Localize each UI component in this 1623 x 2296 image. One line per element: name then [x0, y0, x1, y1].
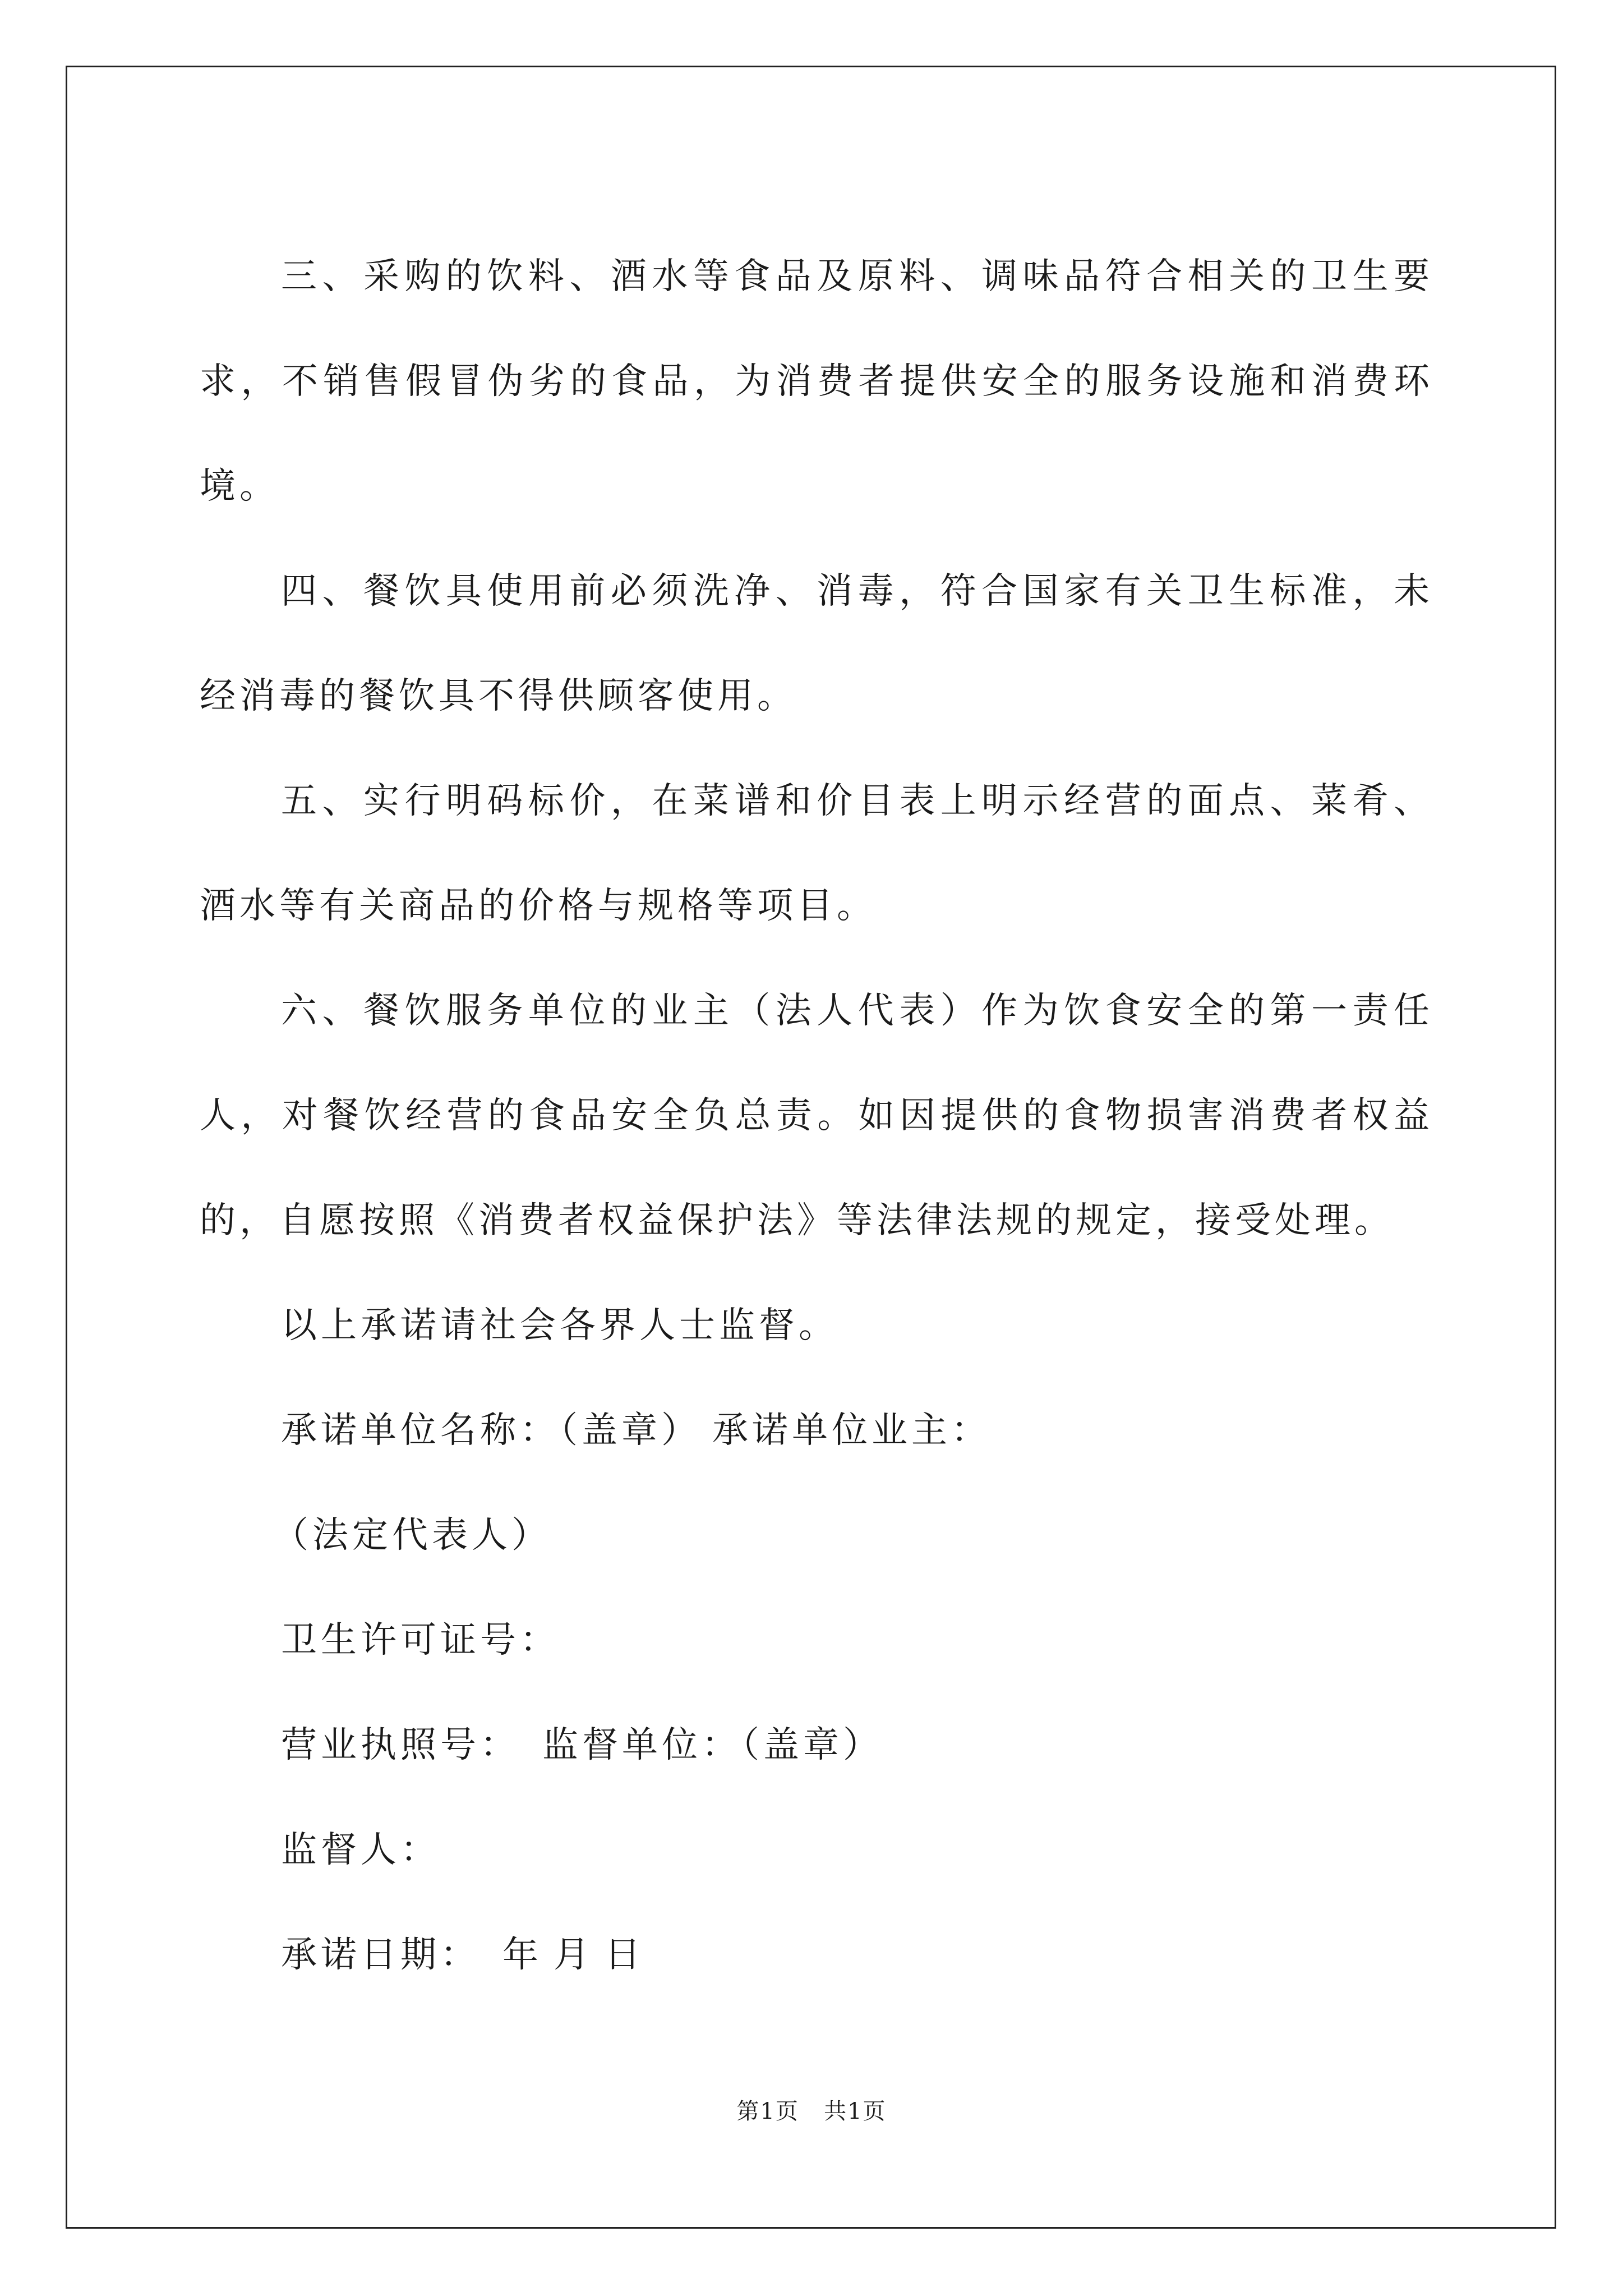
supervisor-line [200, 1798, 1433, 1903]
page-total: 共1页 [824, 2099, 887, 2124]
page-footer [0, 2093, 1623, 2125]
paragraph-4: 四、餐饮具使用前必须洗净、消毒，符合国家有关卫生标准，未经消毒的餐饮具不得供顾客使用。 [200, 570, 1433, 717]
unit-name-line [200, 1378, 1433, 1483]
business-license-line [200, 1693, 1433, 1798]
license-label: 卫生许可证号： [281, 1619, 560, 1661]
supervising-unit-label: 监督单位：（盖章） [542, 1724, 883, 1766]
supervision-statement: 以上承诺请社会各界人士监督。 [281, 1305, 838, 1346]
legal-rep-line [200, 1483, 1433, 1588]
supervisor-label: 监督人： [281, 1829, 440, 1871]
license-line [200, 1588, 1433, 1693]
date-day: 日 [605, 1934, 644, 1976]
date-line [200, 1903, 1433, 2008]
date-year: 年 [502, 1934, 542, 1976]
unit-owner-label: 承诺单位业主： [712, 1410, 991, 1451]
page-number: 第1页 [736, 2099, 799, 2124]
paragraph-5: 五、实行明码标价，在菜谱和价目表上明示经营的面点、菜肴、酒水等有关商品的价格与规格等项目。 [200, 780, 1433, 927]
date-month: 月 [554, 1934, 593, 1976]
legal-rep-label: （法定代表人） [273, 1515, 551, 1556]
unit-name-label: 承诺单位名称：（盖章） [281, 1410, 701, 1451]
paragraph-6: 六、餐饮服务单位的业主（法人代表）作为饮食安全的第一责任人，对餐饮经营的食品安全负总责。如因提供的食物损害消费者权益的，自愿按照《消费者权益保护法》等法律法规的规定，接受处理。 [200, 990, 1433, 1241]
document-body [200, 224, 1433, 2008]
business-license-label: 营业执照号： [281, 1724, 520, 1766]
paragraph-3: 三、采购的饮料、酒水等食品及原料、调味品符合相关的卫生要求，不销售假冒伪劣的食品，为消费者提供安全的服务设施和消费环境。 [200, 256, 1433, 507]
date-label: 承诺日期： [281, 1934, 480, 1976]
